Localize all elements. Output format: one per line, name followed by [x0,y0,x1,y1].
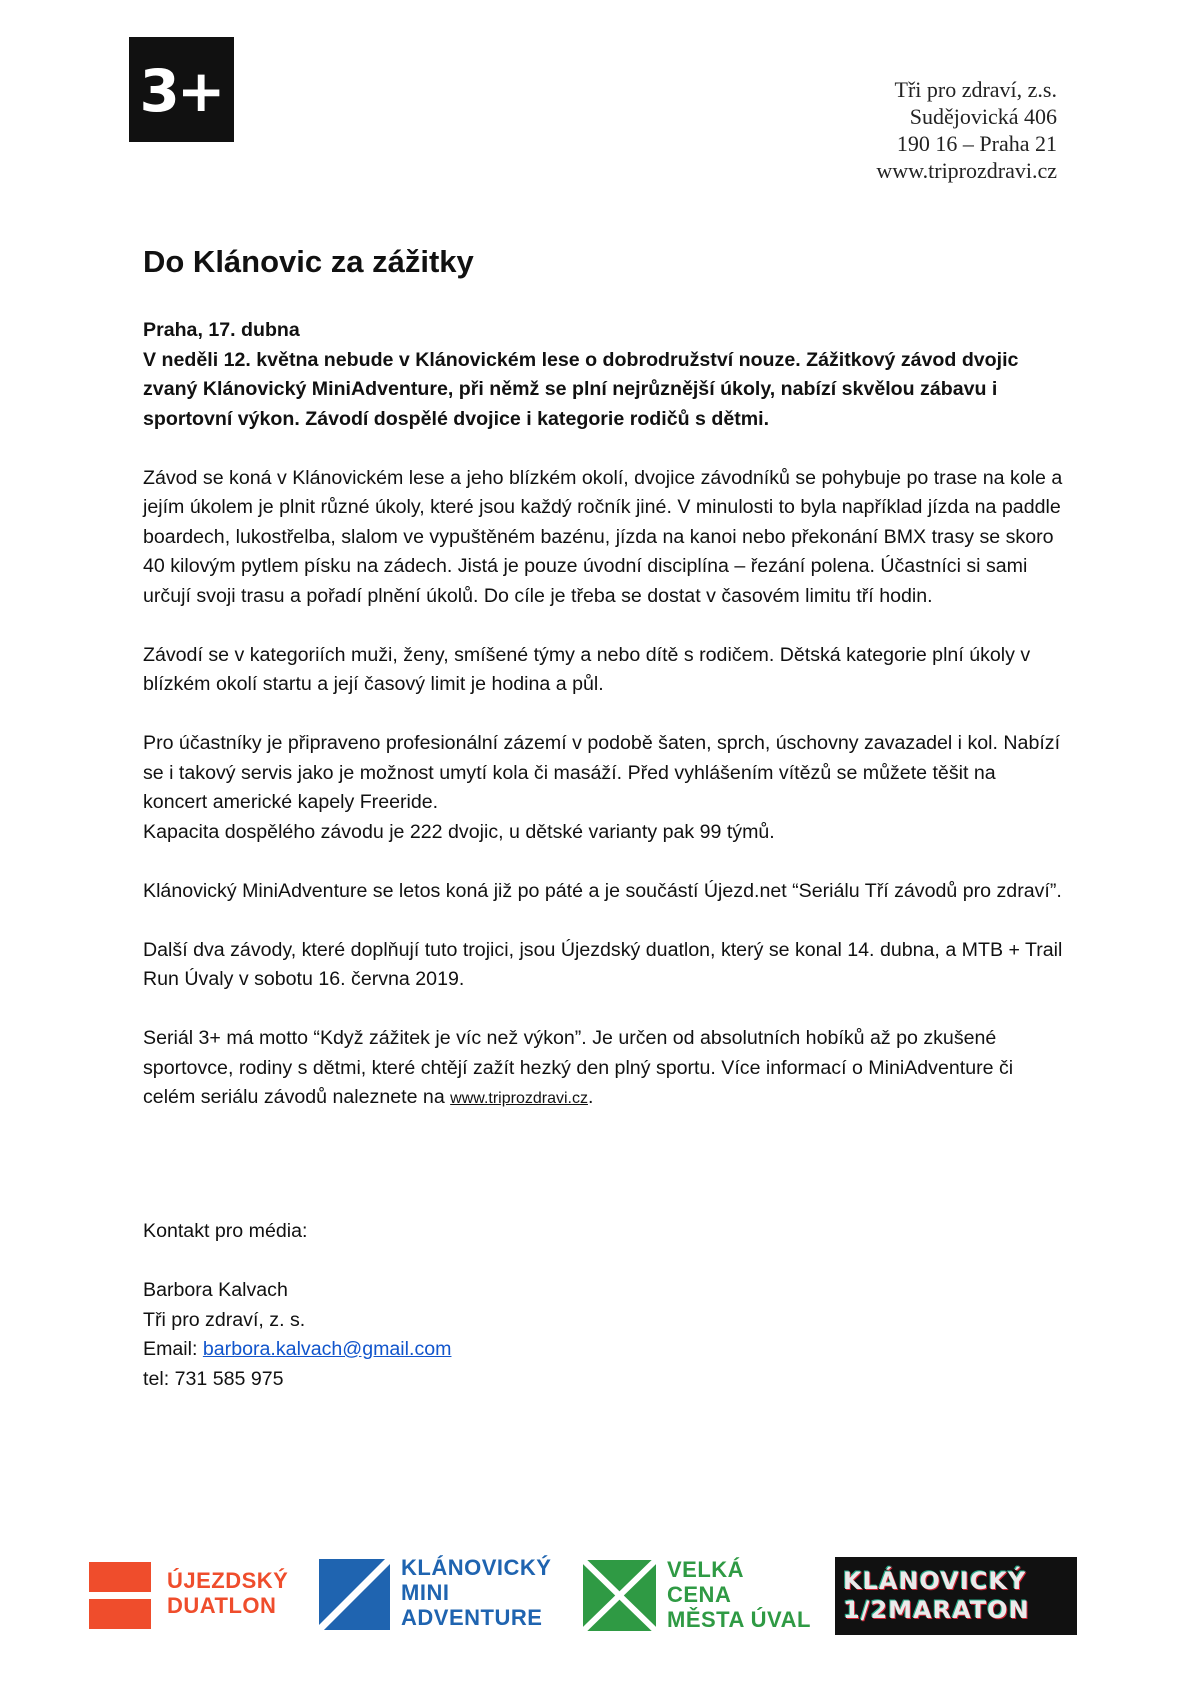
paragraph-facilities-text: Pro účastníky je připraveno profesionální zázemí v podobě šaten, sprch, úschovny zavazadel i kol. Nabízí se i takový servis jako je možnost umytí kola či masáží. Před vyhlášením vítězů se můžete těšit na koncert americké kapely Freeride. [143,732,1061,813]
sponsor-text-line: KLÁNOVICKÝ [843,1567,1027,1595]
paragraph-other-races: Další dva závody, které doplňují tuto trojici, jsou Újezdský duatlon, který se konal 14. dubna, a MTB + Trail Run Úvaly v sobotu 16. června 2019. [143,938,1063,990]
address-block [876,76,1057,184]
sponsor-text-line: 1/2MARATON [843,1596,1030,1624]
contact-email-link[interactable]: barbora.kalvach@gmail.com [202,1338,452,1360]
paragraph-motto [143,1024,1063,1114]
sponsor-text-line: VELKÁ [667,1557,745,1582]
paragraph-motto-text: Seriál 3+ má motto “Když zážitek je víc než výkon”. Je určen od absolutních hobíků až po zkušené sportovce, rodiny s dětmi, které chtějí zažít hezký den plný sportu. Více informací o MiniAdventure či celém seriálu závodů naleznete na [143,1027,1014,1108]
sponsor-text-line: KLÁNOVICKÝ [401,1555,552,1580]
address-org: Tři pro zdraví, z.s. [894,77,1057,102]
sponsor-text-line: ADVENTURE [401,1605,543,1630]
period: . [587,1086,594,1108]
paragraph-capacity: Kapacita dospělého závodu je 222 dvojic, u dětské varianty pak 99 týmů. [143,820,775,843]
cross-square-icon [583,1560,656,1631]
lead-block [143,316,1063,434]
sponsor-text-line: MĚSTA ÚVAL [667,1607,811,1632]
contact-org: Tři pro zdraví, z. s. [143,1308,306,1331]
contact-name: Barbora Kalvach [143,1279,288,1301]
contact-details [143,1276,451,1394]
sponsor-text-line: DUATLON [167,1593,277,1618]
address-city: 190 16 – Praha 21 [896,131,1057,156]
dateline: Praha, 17. dubna [143,319,300,341]
contact-phone: tel: 731 585 975 [143,1367,284,1390]
paragraph-categories: Závodí se v kategoriích muži, ženy, smíšené týmy a nebo dítě s rodičem. Dětská kategorie plní úkoly v blízkém okolí startu a její časový limit je hodina a půl. [143,643,1031,695]
adventure-square-icon [319,1559,390,1630]
paragraph-series: Klánovický MiniAdventure se letos koná již po páté a je součástí Újezd.net “Seriálu Tří závodů pro zdraví”. [143,879,1062,902]
duatlon-stripes-icon [89,1562,151,1630]
sponsor-text-line: MINI [401,1580,450,1605]
contact-email-label: Email: [143,1338,203,1360]
sponsor-text-line: CENA [667,1582,732,1607]
website-link[interactable]: www.triprozdravi.cz [450,1090,588,1107]
contact-block [143,1217,451,1424]
page-title: Do Klánovic za zážitky [143,244,474,279]
sponsor-text-line: ÚJEZDSKÝ [167,1568,289,1593]
logo-text: 3+ [139,57,223,125]
logo-3plus-icon [129,37,234,142]
contact-heading: Kontakt pro média: [143,1220,308,1242]
article-body [143,316,1063,1143]
logo [129,37,234,142]
paragraph-course: Závod se koná v Klánovickém lese a jeho blízkém okolí, dvojice závodníků se pohybuje po trase na kole a jejím úkolem je plnit různé úkoly, které jsou každý ročník jiné. V minulosti to byla například jízda na paddle boardech, lukostřelba, slalom ve vypuštěném bazénu, jízda na kanoi nebo překonání BMX trasy se skoro 40 kilovým pytlem písku na zádech. Jistá je pouze úvodní disciplína – řezání polena. Účastníci si sami určují svoji trasu a pořadí plnění úkolů. Do cíle je třeba se dostat v časovém limitu tří hodin. [143,466,1063,607]
address-website: www.triprozdravi.cz [876,158,1057,183]
address-street: Sudějovická 406 [909,104,1057,129]
lead-paragraph: V neděli 12. května nebude v Klánovickém lese o dobrodružství nouze. Zážitkový závod dvojic zvaný Klánovický MiniAdventure, při němž se plní nejrůznější úkoly, nabízí skvělou zábavu i sportovní výkon. Závodí dospělé dvojice i kategorie rodičů s dětmi. [143,348,1019,430]
paragraph-facilities [143,729,1063,847]
